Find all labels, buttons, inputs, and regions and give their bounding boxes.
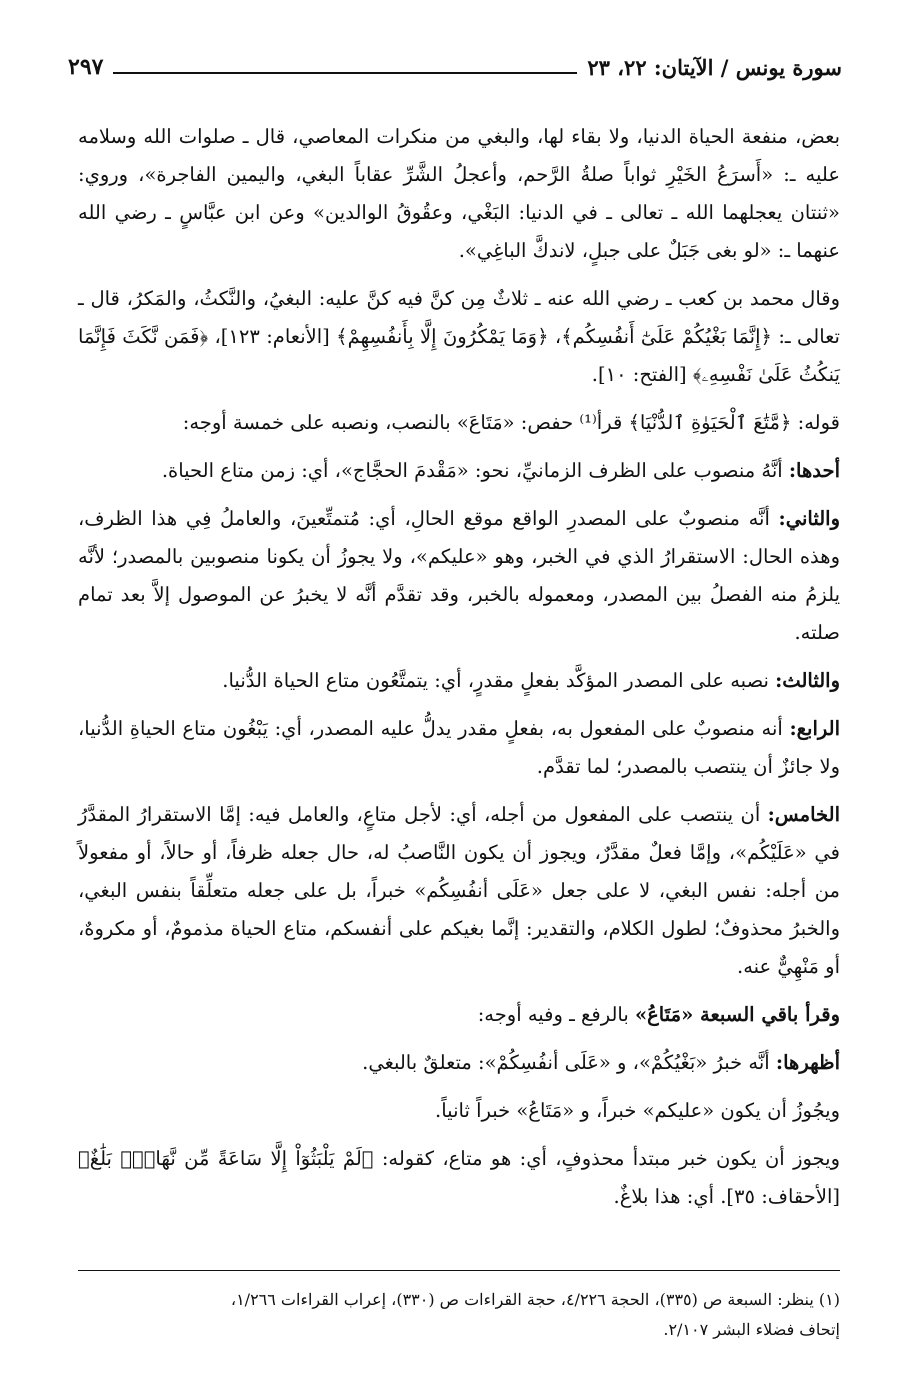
- footnotes: [78, 1270, 840, 1345]
- paragraph-text: وقال محمد بن كعب ـ رضي الله عنه ـ ثلاثٌ مِن كنَّ فيه كنَّ عليه: البغيُ، والنَّكثُ، والمَكرُ، قال ـ تعالى ـ: ﴿إِنَّمَا بَغْيُكُمْ عَلَىٰٓ أَنفُسِكُم﴾، ﴿وَمَا يَمْكُرُونَ إِلَّا بِأَنفُسِهِمْ﴾ [الأنعام: ١٢٣]، ﴿فَمَن نَّكَثَ فَإِنَّمَا يَنكُثُ عَلَىٰ نَفْسِهِۦ﴾ [الفتح: ١٠].: [78, 287, 840, 386]
- paragraph-text: أنَّه خبرُ «بَغْيُكُمْ»، و «عَلَى أنفُسِكُمْ»: متعلقٌ بالبغي.: [362, 1051, 776, 1074]
- paragraph-lead: الخامس:: [767, 803, 841, 826]
- paragraph: [78, 118, 840, 270]
- paragraph: [78, 796, 840, 986]
- paragraph-text: بعض، منفعة الحياة الدنيا، ولا بقاء لها، والبغي من منكرات المعاصي، قال ـ صلوات الله وسلامه عليه ـ: «أَسرَعُ الخَيْرِ ثواباً صلةُ الرَّحم، وأعجلُ الشَّرِّ عقاباً البغي، واليمين الفاجرة»، وروي: «ثنتان يعجلهما الله ـ تعالى ـ في الدنيا: البَغْي، وعقُوقُ الوالدين» وعن ابن عبَّاسٍ ـ رضي الله عنهما ـ: «لو بغى جَبَلٌ على جبلٍ، لاندكَّ الباغِي».: [78, 125, 840, 262]
- footnote-line: (١) ينظر: السبعة ص (٣٣٥)، الحجة ٤/٢٢٦، حجة القراءات ص (٣٣٠)، إعراب القراءات ١/٢٦٦،: [230, 1290, 840, 1309]
- header-rule: [113, 72, 577, 74]
- paragraph-lead: وقرأ باقي السبعة «مَتَاعُ»: [634, 1003, 840, 1026]
- paragraph-lead: والثالث:: [775, 669, 840, 692]
- paragraph-text: أنه منصوبٌ على المفعول به، بفعلٍ مقدر يدلُّ عليه المصدر، أي: يَبْغُون متاع الحياةِ الدُّنيا، ولا جائزٌ أن ينتصب بالمصدر؛ لما تقدَّم.: [78, 717, 840, 778]
- paragraph-lead: والثاني:: [778, 507, 840, 530]
- main-text: [78, 118, 840, 1226]
- paragraph: [78, 1044, 840, 1082]
- paragraph-text: قوله: ﴿مَّتَٰعَ ٱلْحَيَوٰةِ ٱلدُّنْيَا﴾ قرأ⁽¹⁾ حفص: «مَتَاعَ» بالنصب، ونصبه على خمسة أوجه:: [182, 411, 840, 434]
- paragraph-text: بالرفع ـ وفيه أوجه:: [477, 1003, 635, 1026]
- header-title: سورة يونس / الآيتان: ٢٢، ٢٣: [587, 54, 842, 80]
- paragraph-text: نصبه على المصدر المؤكَّد بفعلٍ مقدرٍ، أي: يتمتَّعُون متاع الحياة الدُّنيا.: [222, 669, 776, 692]
- running-header: [68, 50, 842, 84]
- paragraph: [78, 500, 840, 652]
- paragraph: [78, 404, 840, 442]
- page-number: ٢٩٧: [68, 54, 104, 80]
- paragraph-lead: الرابع:: [789, 717, 840, 740]
- paragraph: [78, 996, 840, 1034]
- paragraph-text: ويجُوزُ أن يكون «عليكم» خبراً، و «مَتَاعُ» خبراً ثانياً.: [435, 1099, 840, 1122]
- paragraph: [78, 1140, 840, 1216]
- paragraph-lead: أحدها:: [788, 459, 840, 482]
- paragraph-text: أنَّه منصوبٌ على المصدرِ الواقع موقع الحالِ، أي: مُتمتِّعينَ، والعاملُ فِي هذا الظرف، وهذه الحال: الاستقرارُ الذي في الخبر، وهو «عليكم»، ولا يجوزُ أن يكونا منصوبين بالمصدر؛ لأنَّه يلزمُ منه الفصلُ بين المصدر، ومعموله بالخبر، وقد تقدَّم أنَّه لا يخبرُ عن الموصول إلاَّ بعد تمام صلته.: [78, 507, 840, 644]
- footnote-line: إتحاف فضلاء البشر ٢/١٠٧.: [663, 1320, 840, 1339]
- paragraph-text: ويجوز أن يكون خبر مبتدأ محذوفٍ، أي: هو متاع، كقوله: ﴿لَمْ يَلْبَثُوٓاْ إِلَّا سَاعَةً مِّن نَّهَارٍۭ بَلَٰغٌ﴾ [الأحقاف: ٣٥]. أي: هذا بلاغٌ.: [78, 1147, 840, 1208]
- paragraph: [78, 710, 840, 786]
- paragraph-text: أنَّهُ منصوب على الظرف الزمانيِّ، نحو: «مَقْدمَ الحجَّاج»، أي: زمن متاع الحياة.: [161, 459, 789, 482]
- paragraph: [78, 1092, 840, 1130]
- paragraph: [78, 452, 840, 490]
- paragraph-lead: أظهرها:: [775, 1051, 840, 1074]
- paragraph-text: أن ينتصب على المفعول من أجله، أي: لأجل متاعٍ، والعامل فيه: إمَّا الاستقرارُ المقدَّرُ في «عَلَيْكُم»، وإمَّا فعلٌ مقدَّرٌ، ويجوز أن يكون النَّاصبُ له، حال جعله ظرفاً، أو حالاً، أو مفعولاً من أجله: نفس البغي، لا على جعل «عَلَى أنفُسِكُم» خبراً، بل على جعله متعلِّقاً بنفس البغي، والخبرُ محذوفٌ؛ لطول الكلام، والتقدير: إنَّما بغيكم على أنفسكم، متاع الحياة مذمومٌ، أو مكروهٌ، أو مَنْهِيٌّ عنه.: [78, 803, 840, 978]
- paragraph: [78, 280, 840, 394]
- paragraph: [78, 662, 840, 700]
